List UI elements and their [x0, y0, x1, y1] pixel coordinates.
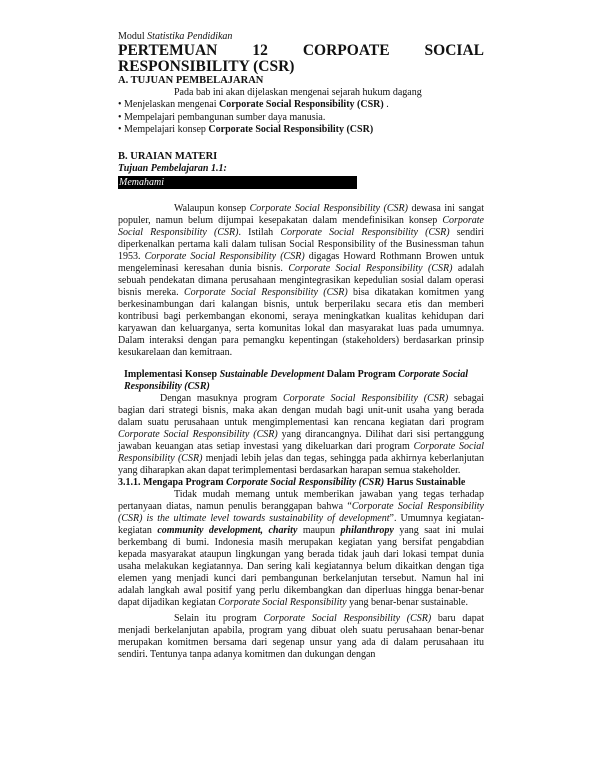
- text-run: adalah sebuah pendekatan dimana perusahaan mengintegrasikan kepedulian sosial dalam operasi bisnis mereka.: [118, 262, 485, 298]
- text-run: Corporate Social Responsibility (CSR): [226, 476, 385, 488]
- objective-2-text: • Mempelajari pembangunan sumber daya manusia.: [118, 111, 326, 123]
- text-run: Corporate Social Responsibility (CSR): [288, 262, 453, 274]
- text-run: Corporate Social Responsibility: [218, 596, 347, 608]
- text-run: Tidak mudah memang untuk memberikan jawaban yang tegas terhadap pertanyaan diatas, namun penulis beranggapan bahwa “: [118, 488, 484, 512]
- section-a-intro: Pada bab ini akan dijelaskan mengenai sejarah hukum dagang: [174, 87, 422, 98]
- text-run: Corporate Social Responsibility (CSR): [118, 214, 484, 238]
- text-run: Corporate Social Responsibility (CSR): [144, 250, 305, 262]
- objective-item-2: [118, 112, 484, 125]
- text-run: Corporate Social Responsibility (CSR): [280, 226, 450, 238]
- text-run: yang dirancangnya. Dilihat dari sisi pertanggung jawaban keuangan atas setiap investasi yang dikeluarkan dari program: [118, 428, 485, 452]
- text-run: yang saat ini mulai berkembang di bumi. Indonesia masih merupakan kegiatan yang bersifat pengabdian kepada masyarakat ataupun lingkungan yang berada tidak jauh dari lokasi tempat dunia usaha melakukan kegiatannya. Dan sering kali kegiatannya belum dikaitkan dengan tiga elemen yang menjadi kunci dari pembangunan berkelanjutan tersebut. Namun hal ini adalah langkah awal positif yang perlu dikembangkan dan diperluas hingga benar-benar dapat dijadikan kegiatan: [118, 524, 484, 608]
- text-run: Implementasi Konsep: [124, 368, 220, 380]
- text-run: digagas Howard Rothmann Browen untuk mengeleminasi keresahan dunia bisnis.: [118, 250, 485, 274]
- section-b-heading: B. URAIAN MATERI: [118, 150, 218, 162]
- objective-list: [118, 99, 484, 137]
- text-run: 3.1.1. Mengapa Program: [118, 476, 227, 488]
- text-run: sendiri diperkenalkan pertama kali dalam tulisan Social Responsibility of the Businessman tahun 1953.: [118, 226, 485, 262]
- section-a-heading: A. TUJUAN PEMBELAJARAN: [118, 75, 264, 86]
- highlight-bar: Memahami: [118, 176, 357, 189]
- objective-1-post: .: [383, 99, 389, 110]
- text-run: Harus Sustainable: [384, 476, 466, 488]
- text-run: Sustainable Development: [219, 368, 325, 380]
- objective-3-text: • Mempelajari konsep: [118, 124, 209, 135]
- objective-3-bold: Corporate Social Responsibility (CSR): [208, 124, 374, 135]
- text-run: maupun: [297, 524, 341, 536]
- paragraph-commitment: [118, 613, 484, 661]
- text-run: yang benar-benar sustainable.: [346, 596, 468, 608]
- text-run: ”. Umumnya kegiatan-kegiatan: [118, 512, 484, 536]
- text-run: dewasa ini sangat populer, namun belum dijumpai kesepakatan dalam mendefinisikan konsep: [118, 202, 484, 226]
- text-run: Dalam Program: [324, 368, 399, 380]
- paragraph-implementation: [118, 393, 484, 477]
- objective-1-bold: Corporate Social Responsibility (CSR): [218, 99, 384, 110]
- page-content: [118, 31, 484, 661]
- module-prefix: Modul: [118, 31, 145, 42]
- text-run: Dengan masuknya program: [160, 392, 283, 404]
- section-3-1-1-heading: [118, 477, 484, 489]
- text-run: sebagai bagian dari strategi bisnis, maka akan dengan mudah bagi unit-unit usaha yang berada dalam suatu perusahaan untuk mengimplementasi kan rencana kegiatan dari program: [118, 392, 484, 428]
- paragraph-sustainable: [118, 489, 484, 609]
- text-run: bisa dikatakan komitmen yang berkesinambungan dari kalangan bisnis, untuk berperilaku secara etis dan memberi kontribusi bagi perkembangan ekonomi, seraya meningkatkan kualitas kehidupan dari karyawan dan keluarganya, serta komunitas lokal dan masyarakat luas pada umumnya. Dalam interaksi dengan para pemangku kepentingan (stakeholders) berdasarkan prinsip kesukarelaan dan kemitraan.: [118, 286, 485, 358]
- objective-1-text: • Menjelaskan mengenai: [118, 99, 219, 110]
- page-title-line1: PERTEMUAN 12 CORPOATE SOCIAL: [118, 42, 484, 59]
- text-run: Corporate Social Responsibility (CSR): [183, 286, 348, 298]
- text-run: philanthropy: [340, 524, 394, 536]
- implementation-heading: [118, 369, 484, 393]
- text-run: . Istilah: [238, 226, 281, 238]
- text-run: Corporate Social Responsibility (CSR): [249, 202, 408, 214]
- objective-item-1: [118, 99, 484, 112]
- module-name: Statistika Pendidikan: [147, 31, 233, 42]
- text-run: Corporate Social Responsibility (CSR): [124, 368, 468, 392]
- text-run: menjadi lebih jelas dan tegas, sehingga pada akhirnya keberlanjutan yang diharapkan akan dapat terimplementasi berdasarkan harapan semua stakeholder.: [118, 452, 484, 476]
- page-title-line2: RESPONSIBILITY (CSR): [118, 58, 295, 75]
- module-header: [118, 31, 484, 42]
- text-run: Corporate Social Responsibility (CSR) is the ultimate level towards sustainability of development: [118, 500, 484, 524]
- text-run: Selain itu program: [174, 612, 264, 624]
- text-run: baru dapat menjadi berkelanjutan apabila, program yang dibuat oleh suatu perusahaan benar-benar merupakan komitmen bersama dari segenap unsur yang ada di dalam perusahaan itu sendiri. Tentunya tanpa adanya komitmen dan dukungan dengan: [118, 612, 484, 660]
- text-run: Corporate Social Responsibility (CSR): [282, 392, 449, 404]
- text-run: community development, charity: [157, 524, 298, 536]
- objective-item-3: [118, 124, 484, 137]
- text-run: Corporate Social Responsibility (CSR): [263, 612, 432, 624]
- text-run: Walaupun konsep: [174, 202, 250, 214]
- paragraph-intro: [118, 203, 484, 359]
- learning-objective-subheading: Tujuan Pembelajaran 1.1:: [118, 162, 227, 174]
- text-run: Corporate Social Responsibility (CSR): [118, 428, 278, 440]
- text-run: Corporate Social Responsibility (CSR): [118, 440, 485, 464]
